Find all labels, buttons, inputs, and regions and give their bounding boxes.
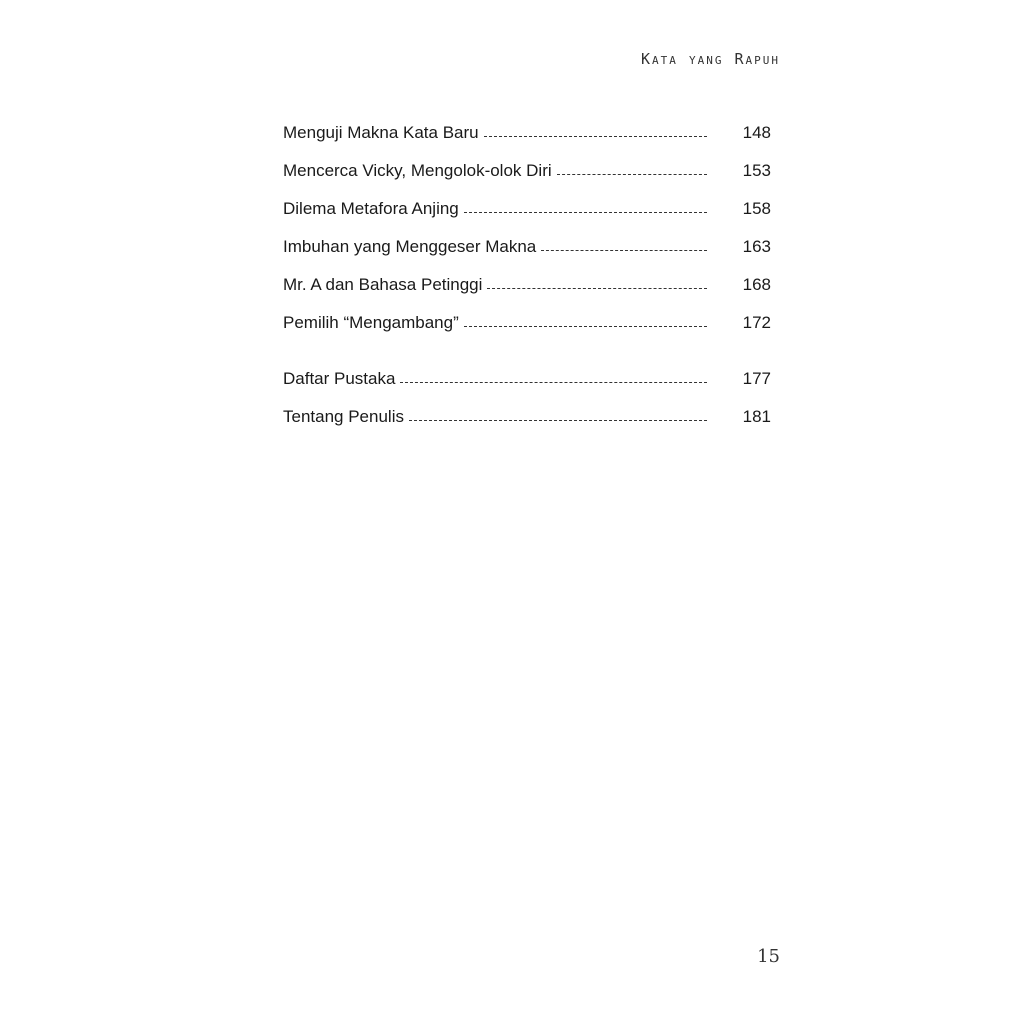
- toc-entry: [283, 114, 771, 152]
- toc-entry-title: Mencerca Vicky, Mengolok-olok Diri: [283, 161, 552, 180]
- toc-entry: [283, 228, 771, 266]
- toc-entry-page: 168: [742, 275, 771, 294]
- toc-dot-leader: [464, 212, 707, 213]
- running-header: Kata yang Rapuh: [641, 50, 780, 68]
- toc-entry-title: Dilema Metafora Anjing: [283, 199, 459, 218]
- toc-entry-page: 181: [742, 407, 771, 426]
- toc-entry-title: Imbuhan yang Menggeser Makna: [283, 237, 537, 256]
- toc-entry-page: 177: [742, 369, 771, 388]
- toc-dot-leader: [400, 382, 707, 383]
- toc-entry: [283, 152, 771, 190]
- toc-entry-title: Mr. A dan Bahasa Petinggi: [283, 275, 483, 294]
- table-of-contents: [283, 114, 771, 436]
- toc-entry-page: 153: [742, 161, 771, 180]
- toc-entry: [283, 190, 771, 228]
- toc-dot-leader: [409, 420, 707, 421]
- toc-entry-title: Daftar Pustaka: [283, 369, 396, 388]
- toc-entry-page: 163: [742, 237, 771, 256]
- toc-entry-page: 148: [742, 123, 771, 142]
- toc-entry-title: Menguji Makna Kata Baru: [283, 123, 479, 142]
- toc-dot-leader: [484, 136, 707, 137]
- toc-entry-title: Pemilih “Mengambang”: [283, 313, 459, 332]
- toc-entry: [283, 360, 771, 398]
- toc-entry-page: 158: [742, 199, 771, 218]
- toc-entry: [283, 398, 771, 436]
- toc-entry-page: 172: [742, 313, 771, 332]
- toc-dot-leader: [557, 174, 707, 175]
- page-number: 15: [757, 946, 780, 967]
- toc-dot-leader: [464, 326, 707, 327]
- toc-entry: [283, 266, 771, 304]
- toc-dot-leader: [487, 288, 707, 289]
- toc-entry-title: Tentang Penulis: [283, 407, 404, 426]
- toc-entry: [283, 304, 771, 342]
- toc-dot-leader: [541, 250, 707, 251]
